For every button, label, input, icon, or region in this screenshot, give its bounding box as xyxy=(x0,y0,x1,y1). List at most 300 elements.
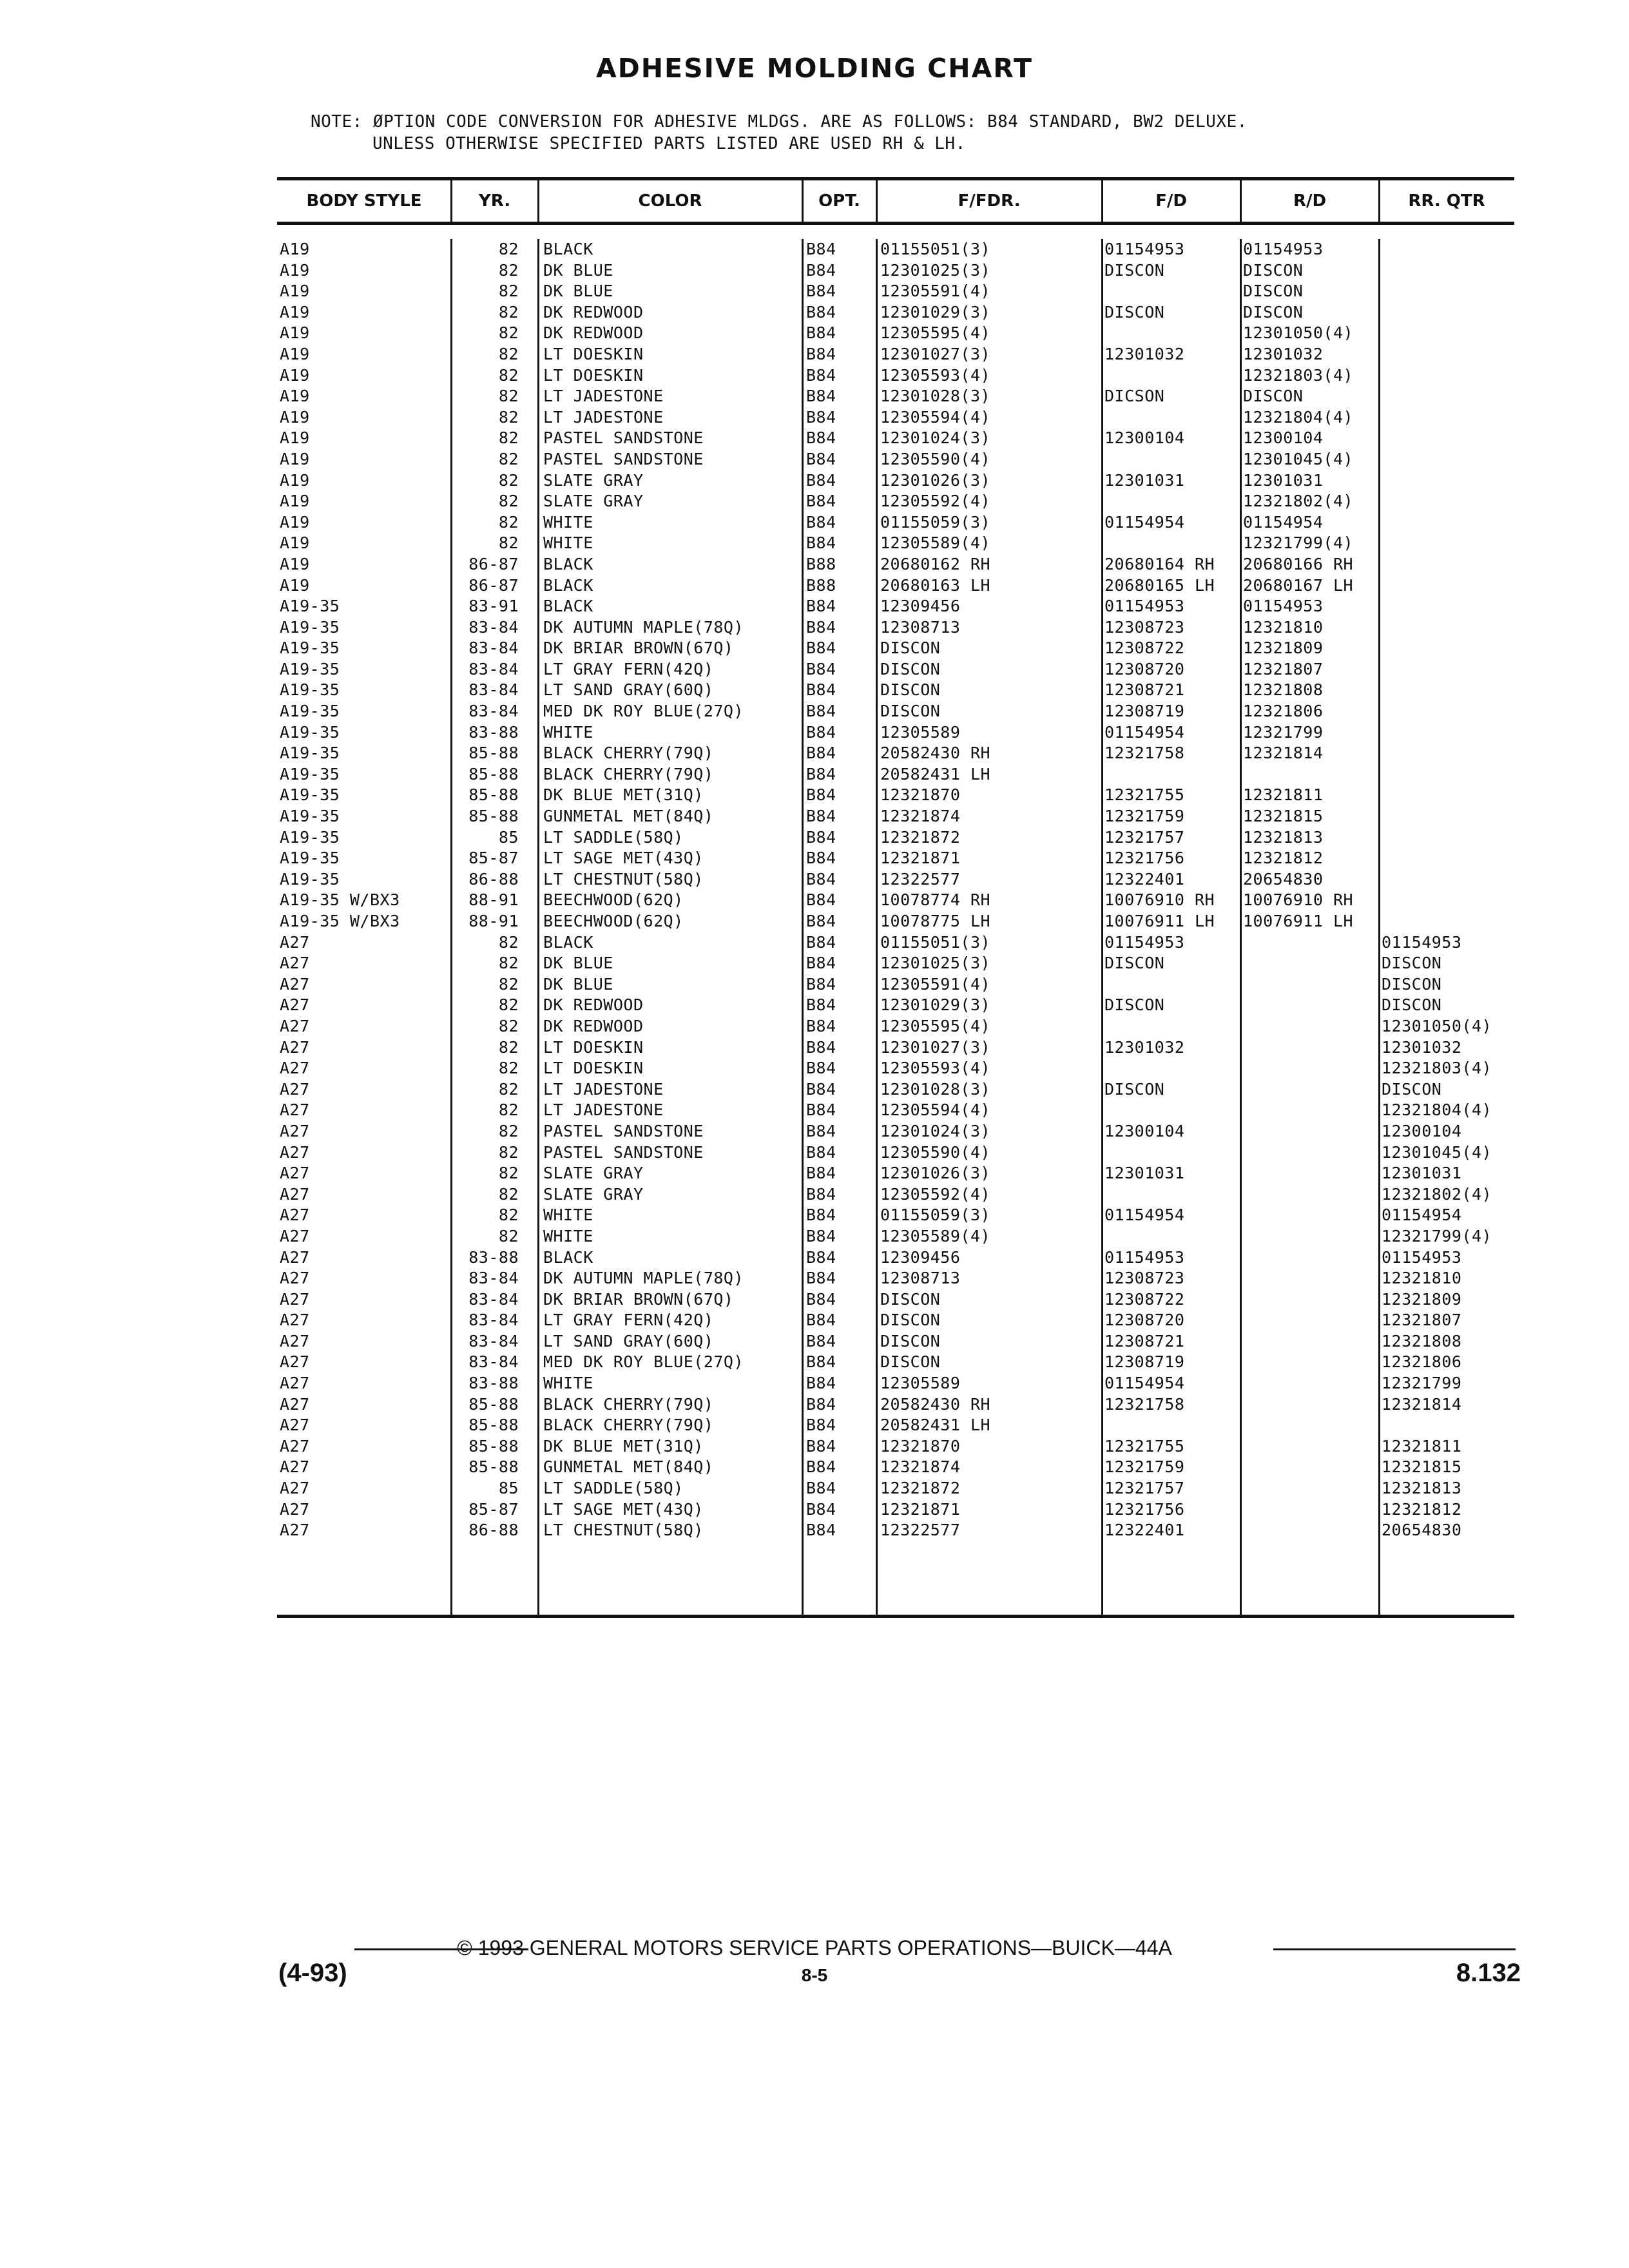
table-row xyxy=(277,1394,1514,1416)
table-row xyxy=(277,974,1514,995)
cell-color: LT GRAY FERN(42Q) xyxy=(543,1311,714,1330)
header-divider xyxy=(1240,180,1242,222)
cell-rr-qtr: 01154954 xyxy=(1382,1206,1462,1225)
cell-r-d xyxy=(1243,1268,1379,1289)
cell-color: DK BLUE MET(31Q) xyxy=(543,785,704,805)
cell-opt: B84 xyxy=(806,387,836,406)
cell-f-fdr: 12309456 xyxy=(880,597,961,616)
cell-rr-qtr xyxy=(1382,638,1514,659)
table-row xyxy=(277,1373,1514,1394)
cell-f-fdr: 20680162 RH xyxy=(880,554,991,573)
cell-body-style: A27 xyxy=(280,1457,310,1477)
cell-r-d xyxy=(1243,1520,1379,1541)
cell-body-style: A19 xyxy=(280,365,310,385)
column-divider xyxy=(1378,239,1380,1615)
cell-r-d: 01154953 xyxy=(1243,597,1324,616)
cell-f-fdr: 12301028(3) xyxy=(880,387,991,406)
cell-opt: B84 xyxy=(806,1142,836,1162)
footer-page-number: 8.132 xyxy=(1456,1959,1521,1987)
column-divider xyxy=(1101,239,1103,1615)
cell-opt: B84 xyxy=(806,744,836,763)
cell-body-style: A19 xyxy=(280,533,310,553)
cell-f-d: 20680165 LH xyxy=(1104,575,1215,595)
table-row xyxy=(277,1289,1514,1311)
table-row xyxy=(277,1079,1514,1100)
cell-year: 83-84 xyxy=(468,1269,519,1288)
column-divider xyxy=(802,239,804,1615)
cell-color: LT SADDLE(58Q) xyxy=(543,1479,684,1498)
cell-opt: B84 xyxy=(806,260,836,280)
cell-f-d xyxy=(1104,1415,1240,1436)
cell-body-style: A27 xyxy=(280,1374,310,1393)
note-line-2: UNLESS OTHERWISE SPECIFIED PARTS LISTED ARE USED RH & LH. xyxy=(372,134,966,153)
cell-r-d: DISCON xyxy=(1243,387,1304,406)
cell-year: 82 xyxy=(498,1100,519,1120)
cell-color: LT JADESTONE xyxy=(543,387,664,406)
cell-year: 85-87 xyxy=(468,849,519,868)
cell-opt: B84 xyxy=(806,1184,836,1204)
cell-year: 82 xyxy=(498,282,519,301)
cell-color: BLACK xyxy=(543,597,593,616)
cell-opt: B84 xyxy=(806,1289,836,1309)
cell-f-fdr: 12321872 xyxy=(880,827,961,847)
table-row xyxy=(277,680,1514,701)
cell-f-d xyxy=(1104,491,1240,512)
cell-year: 88-91 xyxy=(468,890,519,910)
cell-f-fdr: 01155051(3) xyxy=(880,932,991,952)
cell-r-d: 12321814 xyxy=(1243,744,1324,763)
cell-year: 85 xyxy=(498,1479,519,1498)
cell-year: 83-91 xyxy=(468,597,519,616)
cell-rr-qtr xyxy=(1382,281,1514,302)
cell-rr-qtr: 12321806 xyxy=(1382,1352,1462,1372)
cell-f-fdr: 12308713 xyxy=(880,1269,961,1288)
cell-f-fdr: 12305595(4) xyxy=(880,323,991,343)
cell-r-d xyxy=(1243,1352,1379,1373)
cell-rr-qtr xyxy=(1382,554,1514,575)
cell-rr-qtr xyxy=(1382,512,1514,533)
cell-year: 82 xyxy=(498,365,519,385)
cell-f-d: 12308720 xyxy=(1104,1311,1185,1330)
cell-r-d: 12321809 xyxy=(1243,639,1324,658)
cell-body-style: A19 xyxy=(280,387,310,406)
table-row xyxy=(277,428,1514,449)
cell-year: 86-88 xyxy=(468,1521,519,1540)
cell-color: DK REDWOOD xyxy=(543,302,644,322)
cell-f-fdr: 12305591(4) xyxy=(880,282,991,301)
cell-year: 86-88 xyxy=(468,869,519,889)
cell-f-d: 10076911 LH xyxy=(1104,912,1215,930)
cell-f-d xyxy=(1104,449,1240,470)
cell-body-style: A19-35 xyxy=(280,617,340,637)
cell-r-d: 12321812 xyxy=(1243,849,1324,868)
cell-f-d xyxy=(1104,974,1240,995)
cell-body-style: A19 xyxy=(280,575,310,595)
cell-f-fdr: DISCON xyxy=(880,680,941,700)
cell-body-style: A19-35 xyxy=(280,744,340,763)
table-row xyxy=(277,1268,1514,1289)
table-row xyxy=(277,1478,1514,1499)
cell-rr-qtr: 12321802(4) xyxy=(1382,1184,1492,1204)
cell-opt: B84 xyxy=(806,365,836,385)
cell-year: 83-88 xyxy=(468,1374,519,1393)
cell-year: 83-84 xyxy=(468,639,519,658)
cell-color: DK BLUE xyxy=(543,954,613,973)
cell-color: LT JADESTONE xyxy=(543,1079,664,1099)
cell-color: DK BLUE xyxy=(543,974,613,994)
cell-f-d: 12308723 xyxy=(1104,617,1185,637)
cell-rr-qtr: 12321803(4) xyxy=(1382,1059,1492,1078)
table-row xyxy=(277,470,1514,492)
cell-body-style: A27 xyxy=(280,1436,310,1456)
cell-r-d xyxy=(1243,1310,1379,1331)
cell-color: PASTEL SANDSTONE xyxy=(543,1121,704,1140)
cell-color: DK BRIAR BROWN(67Q) xyxy=(543,639,734,658)
table-row xyxy=(277,1331,1514,1352)
cell-f-d: 12308719 xyxy=(1104,1352,1185,1372)
cell-opt: B84 xyxy=(806,1226,836,1245)
cell-opt: B84 xyxy=(806,680,836,700)
table-row xyxy=(277,365,1514,387)
table-row xyxy=(277,1058,1514,1079)
cell-color: LT CHESTNUT(58Q) xyxy=(543,1521,704,1540)
footer-date: (4-93) xyxy=(278,1959,347,1987)
table-row xyxy=(277,344,1514,365)
cell-opt: B84 xyxy=(806,807,836,826)
cell-year: 82 xyxy=(498,1059,519,1078)
cell-body-style: A19 xyxy=(280,323,310,343)
cell-body-style: A19-35 W/BX3 xyxy=(280,890,400,910)
cell-rr-qtr xyxy=(1382,743,1514,764)
cell-rr-qtr: 12321811 xyxy=(1382,1436,1462,1456)
cell-r-d: 01154953 xyxy=(1243,240,1324,258)
cell-r-d: DISCON xyxy=(1243,302,1304,322)
cell-opt: B84 xyxy=(806,492,836,511)
cell-body-style: A19 xyxy=(280,554,310,573)
table-row xyxy=(277,932,1514,954)
cell-color: BLACK xyxy=(543,575,593,595)
cell-r-d: 12321810 xyxy=(1243,617,1324,637)
cell-color: DK AUTUMN MAPLE(78Q) xyxy=(543,617,744,637)
table-row xyxy=(277,449,1514,470)
cell-opt: B84 xyxy=(806,890,836,910)
cell-f-d xyxy=(1104,281,1240,302)
cell-rr-qtr: 12321804(4) xyxy=(1382,1100,1492,1120)
cell-f-fdr: 20582431 LH xyxy=(880,764,991,783)
cell-f-d: 12308721 xyxy=(1104,680,1185,700)
table-row xyxy=(277,1142,1514,1164)
cell-rr-qtr xyxy=(1382,365,1514,387)
cell-body-style: A19 xyxy=(280,302,310,322)
cell-body-style: A27 xyxy=(280,1521,310,1540)
cell-f-d: 12308719 xyxy=(1104,702,1185,721)
footer-copyright: © 1993 GENERAL MOTORS SERVICE PARTS OPERATIONS—BUICK—44A xyxy=(457,1936,1172,1959)
cell-year: 82 xyxy=(498,449,519,468)
column-header-r-d: R/D xyxy=(1293,191,1327,211)
cell-rr-qtr: 12321814 xyxy=(1382,1394,1462,1414)
cell-f-d: DISCON xyxy=(1104,1079,1165,1099)
cell-f-d: 12321758 xyxy=(1104,1394,1185,1414)
cell-opt: B84 xyxy=(806,428,836,448)
cell-year: 82 xyxy=(498,428,519,448)
cell-opt: B84 xyxy=(806,932,836,952)
cell-color: BLACK xyxy=(543,932,593,952)
table-row xyxy=(277,1520,1514,1541)
cell-f-d: 12321756 xyxy=(1104,849,1185,868)
cell-f-fdr: 12305590(4) xyxy=(880,449,991,468)
cell-f-fdr: 12321872 xyxy=(880,1479,961,1498)
cell-f-fdr: 01155059(3) xyxy=(880,512,991,532)
column-header-f-fdr: F/FDR. xyxy=(958,191,1021,211)
table-row xyxy=(277,239,1514,260)
cell-opt: B84 xyxy=(806,1521,836,1540)
cell-opt: B84 xyxy=(806,617,836,637)
cell-f-fdr: 12321871 xyxy=(880,1499,961,1519)
cell-r-d xyxy=(1243,1100,1379,1121)
cell-body-style: A19-35 xyxy=(280,659,340,678)
cell-f-fdr: 12305591(4) xyxy=(880,974,991,994)
cell-rr-qtr: 12321809 xyxy=(1382,1289,1462,1309)
cell-r-d xyxy=(1243,1037,1379,1059)
header-divider xyxy=(802,180,804,222)
cell-f-fdr: 12321871 xyxy=(880,849,961,868)
cell-opt: B84 xyxy=(806,722,836,742)
cell-opt: B84 xyxy=(806,240,836,258)
cell-f-d: 01154954 xyxy=(1104,1206,1185,1225)
cell-color: LT DOESKIN xyxy=(543,1037,644,1057)
cell-year: 82 xyxy=(498,1121,519,1140)
table-row xyxy=(277,827,1514,849)
cell-year: 83-88 xyxy=(468,1247,519,1267)
cell-color: WHITE xyxy=(543,1226,593,1245)
cell-f-d: 12321757 xyxy=(1104,1479,1185,1498)
cell-opt: B84 xyxy=(806,785,836,805)
cell-body-style: A19-35 xyxy=(280,680,340,700)
table-row xyxy=(277,1352,1514,1373)
cell-f-d xyxy=(1104,1016,1240,1037)
cell-r-d: 12321799(4) xyxy=(1243,533,1354,553)
cell-r-d: 12300104 xyxy=(1243,428,1324,448)
cell-opt: B84 xyxy=(806,1059,836,1078)
cell-body-style: A19-35 W/BX3 xyxy=(280,912,400,930)
cell-color: MED DK ROY BLUE(27Q) xyxy=(543,1352,744,1372)
cell-opt: B84 xyxy=(806,1457,836,1477)
cell-opt: B84 xyxy=(806,1331,836,1350)
cell-opt: B84 xyxy=(806,407,836,427)
column-divider xyxy=(1240,239,1242,1615)
note-line-1: NOTE: ØPTION CODE CONVERSION FOR ADHESIVE MLDGS. ARE AS FOLLOWS: B84 STANDARD, BW2 DELUXE. xyxy=(311,112,1248,131)
cell-year: 82 xyxy=(498,954,519,973)
table-row xyxy=(277,890,1514,911)
table-row xyxy=(277,1184,1514,1206)
cell-f-d: 12322401 xyxy=(1104,869,1185,889)
cell-f-d: 12301032 xyxy=(1104,344,1185,363)
cell-body-style: A27 xyxy=(280,1079,310,1099)
cell-f-d xyxy=(1104,533,1240,554)
cell-color: LT SAND GRAY(60Q) xyxy=(543,1331,714,1350)
cell-color: LT DOESKIN xyxy=(543,365,644,385)
cell-r-d: 12301045(4) xyxy=(1243,449,1354,468)
cell-opt: B84 xyxy=(806,912,836,930)
cell-body-style: A27 xyxy=(280,1164,310,1183)
cell-f-fdr: 12321874 xyxy=(880,1457,961,1477)
cell-year: 83-84 xyxy=(468,617,519,637)
cell-opt: B84 xyxy=(806,302,836,322)
cell-color: DK BRIAR BROWN(67Q) xyxy=(543,1289,734,1309)
table-row xyxy=(277,701,1514,722)
cell-year: 82 xyxy=(498,240,519,258)
cell-f-fdr: 12308713 xyxy=(880,617,961,637)
cell-year: 82 xyxy=(498,974,519,994)
cell-rr-qtr xyxy=(1382,806,1514,827)
column-divider xyxy=(450,239,452,1615)
cell-body-style: A19-35 xyxy=(280,722,340,742)
cell-body-style: A27 xyxy=(280,932,310,952)
cell-body-style: A27 xyxy=(280,1121,310,1140)
cell-f-d: 12321756 xyxy=(1104,1499,1185,1519)
table-row xyxy=(277,638,1514,659)
table-row xyxy=(277,617,1514,639)
cell-body-style: A19-35 xyxy=(280,849,340,868)
cell-body-style: A27 xyxy=(280,1184,310,1204)
cell-year: 82 xyxy=(498,512,519,532)
cell-year: 85-88 xyxy=(468,807,519,826)
cell-year: 86-87 xyxy=(468,554,519,573)
cell-opt: B84 xyxy=(806,512,836,532)
cell-r-d: 20654830 xyxy=(1243,869,1324,889)
cell-f-fdr: 12305589 xyxy=(880,722,961,742)
table-row xyxy=(277,1163,1514,1184)
cell-color: WHITE xyxy=(543,533,593,553)
cell-rr-qtr xyxy=(1382,722,1514,744)
cell-color: LT SAND GRAY(60Q) xyxy=(543,680,714,700)
cell-f-fdr: 12301028(3) xyxy=(880,1079,991,1099)
cell-rr-qtr xyxy=(1382,239,1514,260)
cell-color: DK REDWOOD xyxy=(543,323,644,343)
cell-r-d: 12321799 xyxy=(1243,722,1324,742)
cell-opt: B84 xyxy=(806,974,836,994)
cell-opt: B84 xyxy=(806,1206,836,1225)
cell-f-fdr: 12301026(3) xyxy=(880,1164,991,1183)
cell-body-style: A19 xyxy=(280,428,310,448)
cell-r-d: 12321815 xyxy=(1243,807,1324,826)
cell-body-style: A19 xyxy=(280,407,310,427)
footer-section: 8-5 xyxy=(801,1965,828,1985)
cell-rr-qtr: 12321799 xyxy=(1382,1374,1462,1393)
cell-year: 85-88 xyxy=(468,785,519,805)
table-row xyxy=(277,848,1514,869)
cell-rr-qtr xyxy=(1382,911,1514,932)
cell-color: LT GRAY FERN(42Q) xyxy=(543,659,714,678)
cell-body-style: A27 xyxy=(280,1059,310,1078)
column-divider xyxy=(537,239,539,1615)
cell-f-fdr: 12305589(4) xyxy=(880,1226,991,1245)
cell-f-fdr: 20582430 RH xyxy=(880,1394,991,1414)
table-row xyxy=(277,1205,1514,1226)
cell-f-d: 12300104 xyxy=(1104,1121,1185,1140)
cell-rr-qtr xyxy=(1382,302,1514,323)
cell-year: 82 xyxy=(498,492,519,511)
cell-r-d xyxy=(1243,1016,1379,1037)
cell-rr-qtr xyxy=(1382,449,1514,470)
column-header-opt: OPT. xyxy=(818,191,860,211)
cell-color: BLACK xyxy=(543,1247,593,1267)
cell-color: BLACK xyxy=(543,240,593,258)
cell-rr-qtr xyxy=(1382,428,1514,449)
cell-color: DK REDWOOD xyxy=(543,995,644,1015)
cell-f-fdr: 10078774 RH xyxy=(880,890,991,910)
cell-body-style: A19 xyxy=(280,512,310,532)
cell-rr-qtr xyxy=(1382,323,1514,344)
cell-body-style: A27 xyxy=(280,1331,310,1350)
cell-body-style: A27 xyxy=(280,1269,310,1288)
cell-color: WHITE xyxy=(543,1374,593,1393)
cell-f-d: 12321755 xyxy=(1104,785,1185,805)
cell-body-style: A19-35 xyxy=(280,764,340,783)
cell-r-d: 12321803(4) xyxy=(1243,365,1354,385)
cell-r-d xyxy=(1243,995,1379,1016)
cell-f-fdr: DISCON xyxy=(880,1289,941,1309)
cell-rr-qtr xyxy=(1382,491,1514,512)
cell-f-d xyxy=(1104,365,1240,387)
cell-r-d xyxy=(1243,1331,1379,1352)
cell-color: BLACK xyxy=(543,554,593,573)
cell-body-style: A19 xyxy=(280,449,310,468)
table-row xyxy=(277,1016,1514,1037)
cell-body-style: A19-35 xyxy=(280,702,340,721)
column-header-rr-qtr: RR. QTR xyxy=(1408,191,1485,211)
cell-r-d: 12321806 xyxy=(1243,702,1324,721)
cell-body-style: A19 xyxy=(280,260,310,280)
cell-rr-qtr xyxy=(1382,470,1514,492)
cell-r-d xyxy=(1243,1499,1379,1521)
header-divider xyxy=(876,180,878,222)
cell-year: 82 xyxy=(498,1184,519,1204)
cell-r-d: 12301050(4) xyxy=(1243,323,1354,343)
table-row xyxy=(277,1310,1514,1331)
cell-f-d: 01154954 xyxy=(1104,512,1185,532)
cell-f-fdr: DISCON xyxy=(880,1311,941,1330)
cell-f-d: 20680164 RH xyxy=(1104,554,1215,573)
cell-rr-qtr xyxy=(1382,848,1514,869)
cell-f-d: 12321758 xyxy=(1104,744,1185,763)
cell-opt: B84 xyxy=(806,995,836,1015)
cell-r-d xyxy=(1243,1247,1379,1269)
cell-color: LT JADESTONE xyxy=(543,407,664,427)
cell-opt: B84 xyxy=(806,1311,836,1330)
cell-body-style: A19-35 xyxy=(280,639,340,658)
cell-opt: B84 xyxy=(806,1416,836,1435)
cell-color: LT DOESKIN xyxy=(543,1059,644,1078)
cell-f-d xyxy=(1104,1184,1240,1206)
cell-r-d xyxy=(1243,1415,1379,1436)
cell-f-fdr: 12321874 xyxy=(880,807,961,826)
cell-r-d xyxy=(1243,932,1379,954)
column-header-body-style: BODY STYLE xyxy=(306,191,422,211)
cell-rr-qtr: 12321808 xyxy=(1382,1331,1462,1350)
cell-opt: B88 xyxy=(806,575,836,595)
molding-table xyxy=(277,177,1514,1618)
cell-body-style: A27 xyxy=(280,1226,310,1245)
table-row xyxy=(277,1037,1514,1059)
cell-f-fdr: 20582430 RH xyxy=(880,744,991,763)
column-header-color: COLOR xyxy=(638,191,702,211)
header-divider xyxy=(537,180,539,222)
cell-f-d: 12321759 xyxy=(1104,807,1185,826)
cell-year: 82 xyxy=(498,1164,519,1183)
cell-opt: B84 xyxy=(806,1352,836,1372)
table-row xyxy=(277,743,1514,764)
